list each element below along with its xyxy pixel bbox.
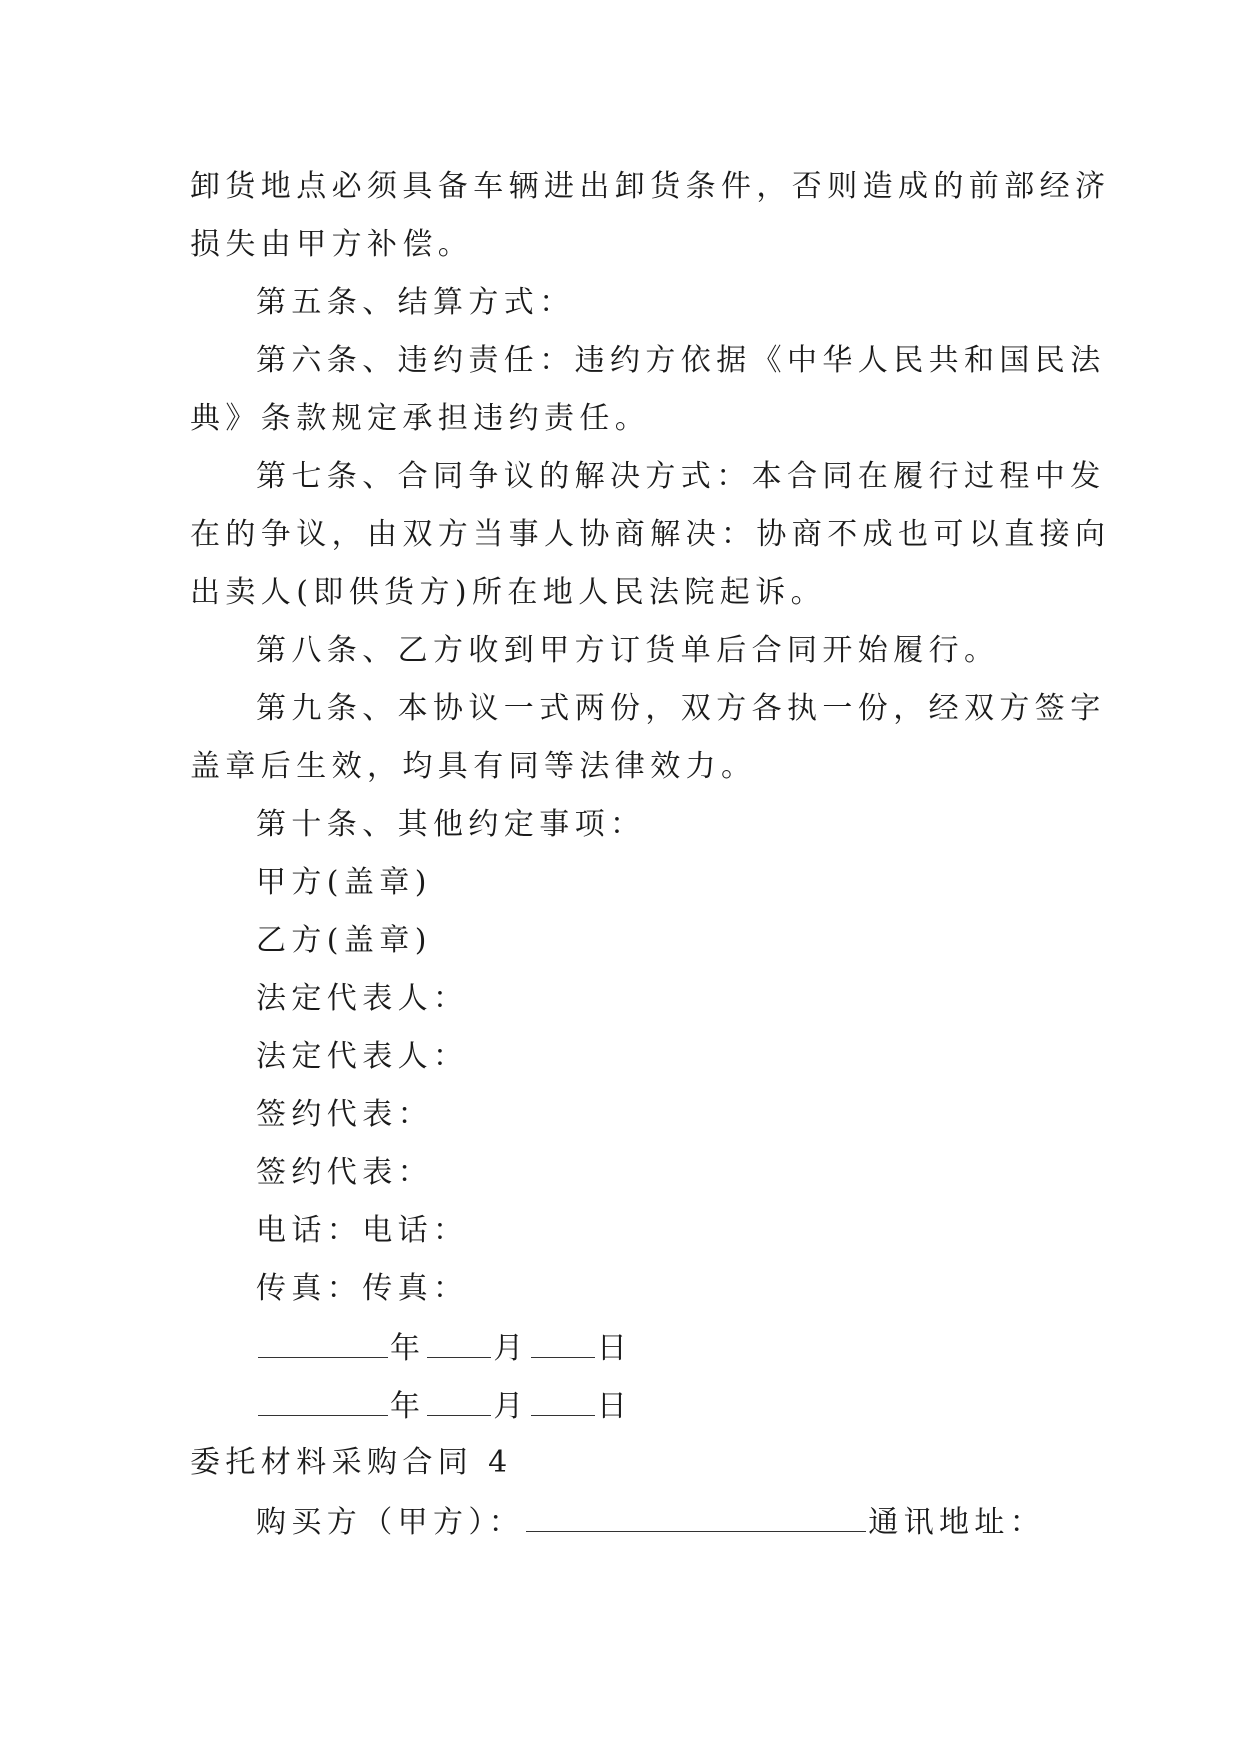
address-label: 通讯地址： <box>868 1505 1046 1540</box>
contract-heading: 委托材料采购合同 4 <box>190 1445 513 1480</box>
paragraph-line: 卸货地点必须具备车辆进出卸货条件，否则造成的前部经济 <box>190 169 1111 204</box>
year-blank <box>258 1385 388 1416</box>
date-line: 年 月 日 <box>256 1385 632 1427</box>
month-blank <box>427 1327 491 1358</box>
buyer-blank <box>526 1501 866 1532</box>
paragraph-line: 出卖人(即供货方)所在地人民法院起诉。 <box>190 575 827 610</box>
party-b-seal: 乙方(盖章) <box>256 923 432 958</box>
signing-representative: 签约代表： <box>256 1097 433 1132</box>
paragraph-line: 在的争议，由双方当事人协商解决：协商不成也可以直接向 <box>190 517 1111 552</box>
day-blank <box>531 1327 595 1358</box>
legal-representative: 法定代表人： <box>256 1039 469 1074</box>
phone-line: 电话：电话： <box>256 1213 469 1248</box>
buyer-label: 购买方（甲方）： <box>256 1505 525 1540</box>
fax-line: 传真：传真： <box>256 1271 469 1306</box>
article-10: 第十条、其他约定事项： <box>256 807 646 842</box>
signing-representative: 签约代表： <box>256 1155 433 1190</box>
article-5: 第五条、结算方式： <box>256 285 575 320</box>
month-blank <box>427 1385 491 1416</box>
paragraph-line: 典》条款规定承担违约责任。 <box>190 401 651 436</box>
paragraph-line: 损失由甲方补偿。 <box>190 227 474 262</box>
year-blank <box>258 1327 388 1358</box>
article-8: 第八条、乙方收到甲方订货单后合同开始履行。 <box>256 633 1000 668</box>
article-9: 第九条、本协议一式两份，双方各执一份，经双方签字 <box>256 691 1106 726</box>
legal-representative: 法定代表人： <box>256 981 469 1016</box>
day-blank <box>531 1385 595 1416</box>
buyer-line <box>256 1501 1045 1543</box>
paragraph-line: 盖章后生效，均具有同等法律效力。 <box>190 749 757 784</box>
article-7: 第七条、合同争议的解决方式：本合同在履行过程中发 <box>256 459 1106 494</box>
party-a-seal: 甲方(盖章) <box>256 865 432 900</box>
article-6: 第六条、违约责任：违约方依据《中华人民共和国民法 <box>256 343 1106 378</box>
document-page <box>190 0 1111 1754</box>
date-line: 年 月 日 <box>256 1327 632 1369</box>
